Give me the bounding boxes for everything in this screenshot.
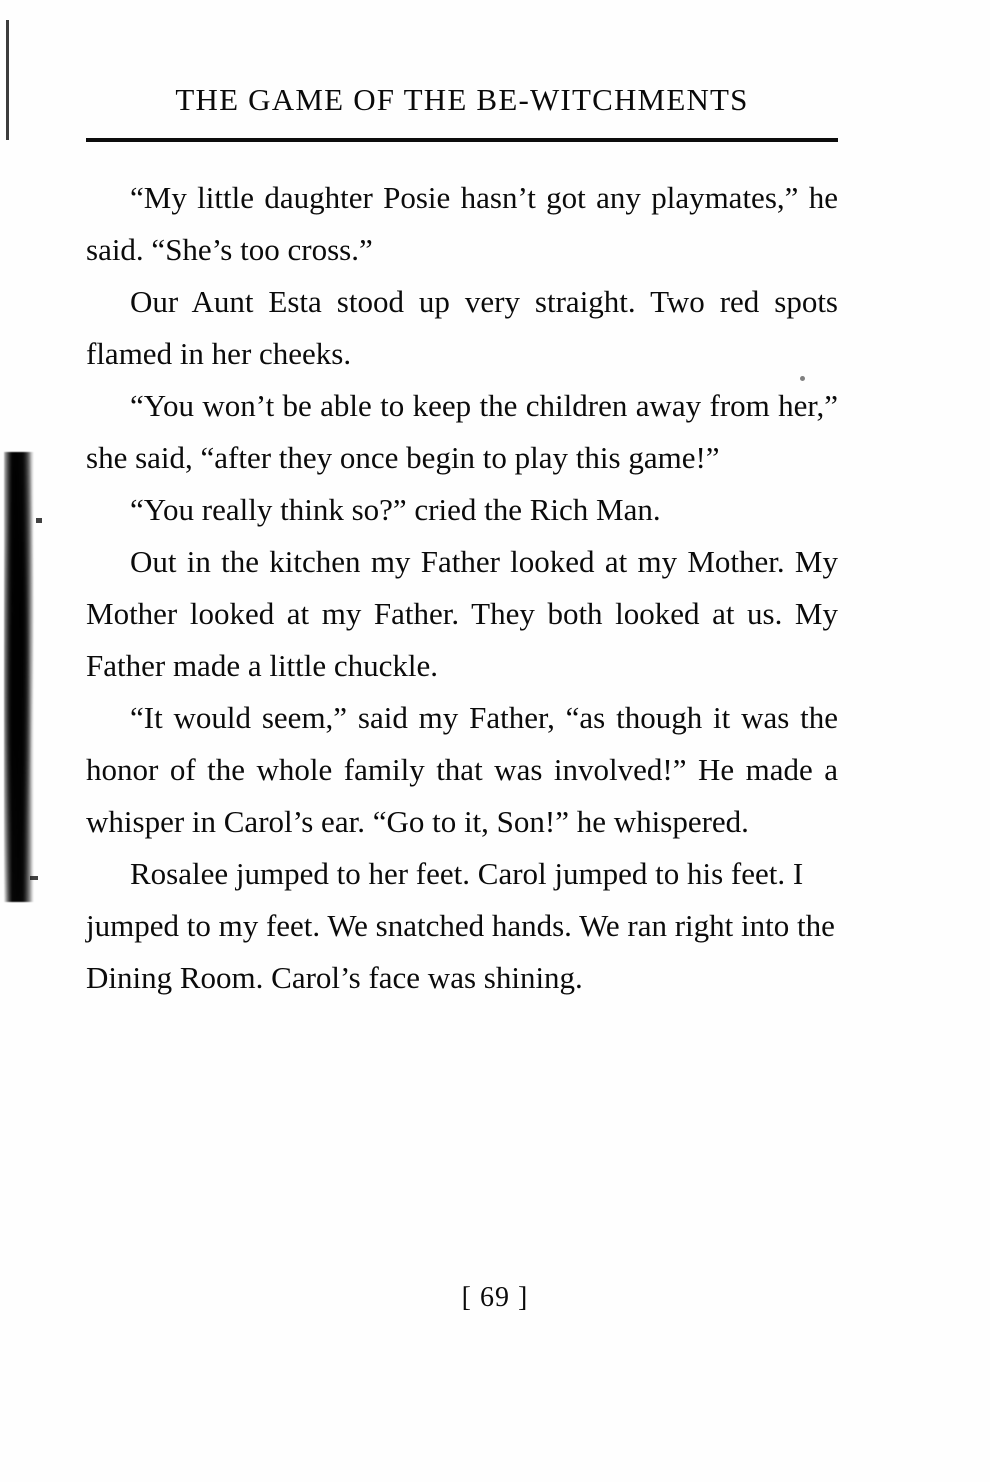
scan-fleck-icon [30, 876, 38, 880]
page-number: [ 69 ] [461, 1282, 529, 1313]
paragraph: “My little daughter Posie hasn’t got any playmates,” he said. “She’s too cross.” [86, 180, 838, 267]
paragraph: “You won’t be able to keep the children away from her,” she said, “after they once begin to play this game!” [86, 388, 838, 475]
scan-edge-artifact-smudge [4, 452, 34, 902]
scan-edge-artifact-top [6, 20, 9, 140]
paragraph: “You really think so?” cried the Rich Man. [130, 492, 661, 527]
running-head: THE GAME OF THE BE-WITCHMENTS [175, 82, 749, 117]
paragraph: Rosalee jumped to her feet. Carol jumped to his feet. I jumped to my feet. We snatched hands. We ran right into the Dining Room. Carol’s face was shining. [86, 856, 835, 995]
paragraph: “It would seem,” said my Father, “as though it was the honor of the whole family that was involved!” He made a whisper in Carol’s ear. “Go to it, Son!” he whispered. [86, 700, 838, 839]
paragraph: Our Aunt Esta stood up very straight. Two red spots flamed in her cheeks. [86, 284, 838, 371]
scan-fleck-icon [36, 518, 42, 523]
header-rule [86, 138, 838, 142]
paragraph: Out in the kitchen my Father looked at my Mother. My Mother looked at my Father. They both looked at us. My Father made a little chuckle. [86, 544, 838, 683]
body-text [86, 172, 838, 1004]
page-content [86, 82, 838, 1004]
